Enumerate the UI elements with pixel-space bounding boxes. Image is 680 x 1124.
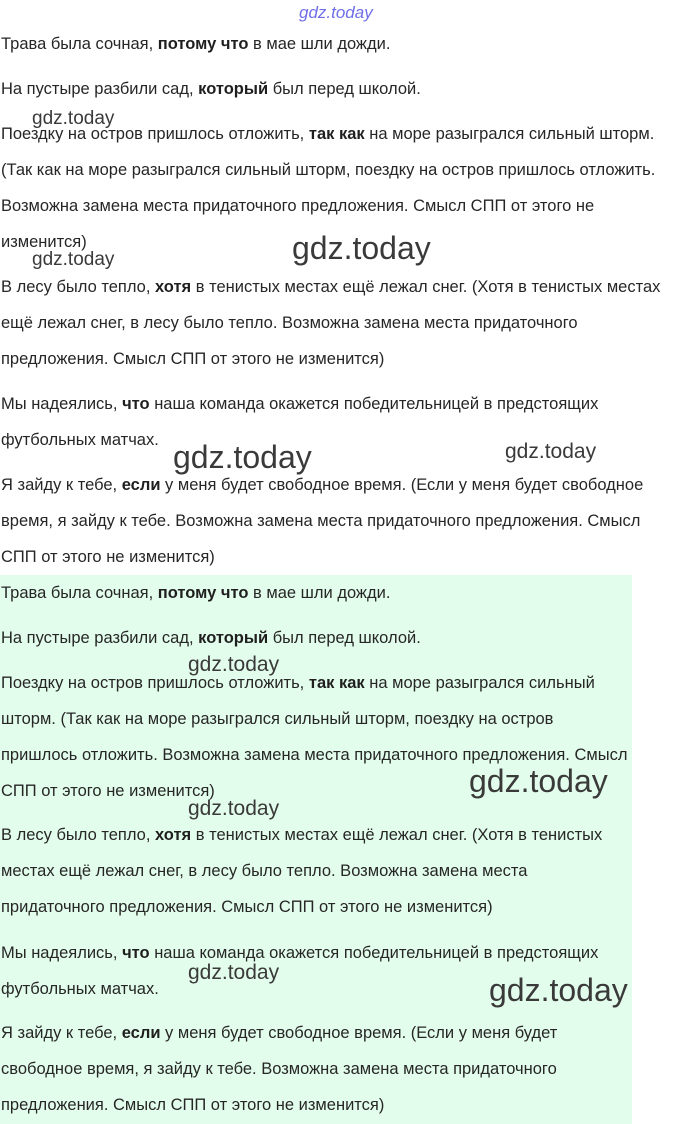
- conjunction: который: [198, 80, 269, 98]
- watermark: gdz.today: [188, 797, 280, 820]
- sentence-1-3: Поездку на остров пришлось отложить, так как на море разыгрался сильный шторм. (Так как на море разыгрался сильный шторм, поездку на остров пришлось отложить. Возможна замена места придаточного предложения. Смысл СПП от этого не изменится): [1, 125, 656, 251]
- watermark: gdz.today: [469, 763, 608, 799]
- conjunction: что: [122, 395, 150, 413]
- conjunction: так как: [308, 125, 365, 143]
- conjunction: потому что: [157, 35, 249, 53]
- watermark: gdz.today: [32, 108, 115, 129]
- sentence-2-5: Мы надеялись, что наша команда окажется победительницей в предстоящих футбольных матчах.: [1, 944, 599, 998]
- watermark: gdz.today: [32, 249, 115, 270]
- watermark: gdz.today: [489, 972, 628, 1008]
- sentence-2-4: В лесу было тепло, хотя в тенистых местах ещё лежал снег. (Хотя в тенистых местах ещё лежал снег, в лесу было тепло. Возможна замена места придаточного предложения. Смысл СПП от этого не изменится): [1, 826, 603, 916]
- conjunction: так как: [308, 674, 365, 692]
- sentence-1-4: В лесу было тепло, хотя в тенистых местах ещё лежал снег. (Хотя в тенистых местах ещё лежал снег, в лесу было тепло. Возможна замена места придаточного предложения. Смысл СПП от этого не изменится): [1, 278, 661, 368]
- sentence-2-6: Я зайду к тебе, если у меня будет свободное время. (Если у меня будет свободное время, я зайду к тебе. Возможна замена места придаточного предложения. Смысл СПП от этого не изменится): [1, 1024, 558, 1114]
- sentence-1-5: Мы надеялись, что наша команда окажется победительницей в предстоящих футбольных матчах.: [1, 395, 599, 449]
- watermark: gdz.today: [173, 439, 312, 475]
- sentence-2-1: Трава была сочная, потому что в мае шли дожди.: [1, 584, 391, 602]
- sentence-2-3: Поездку на остров пришлось отложить, так как на море разыгрался сильный шторм. (Так как на море разыгрался сильный шторм, поездку на остров пришлось отложить. Возможна замена места придаточного предложения. Смысл СПП от этого не изменится): [1, 674, 628, 800]
- conjunction: хотя: [155, 278, 192, 296]
- conjunction: если: [121, 476, 161, 494]
- sentence-2-2: На пустыре разбили сад, который был перед школой.: [1, 629, 421, 647]
- watermark: gdz.today: [292, 230, 431, 266]
- conjunction: потому что: [157, 584, 249, 602]
- conjunction: что: [122, 944, 150, 962]
- watermark: gdz.today: [188, 653, 280, 676]
- sentence-1-6: Я зайду к тебе, если у меня будет свободное время. (Если у меня будет свободное время, я зайду к тебе. Возможна замена места придаточного предложения. Смысл СПП от этого не изменится): [1, 476, 644, 566]
- watermark: gdz.today: [505, 440, 597, 463]
- sentence-1-1: Трава была сочная, потому что в мае шли дожди.: [1, 35, 391, 53]
- conjunction: если: [121, 1024, 161, 1042]
- header-watermark: gdz.today: [299, 3, 373, 22]
- sentence-1-2: На пустыре разбили сад, который был перед школой.: [1, 80, 421, 98]
- watermark: gdz.today: [188, 961, 280, 984]
- conjunction: который: [198, 629, 269, 647]
- conjunction: хотя: [155, 826, 192, 844]
